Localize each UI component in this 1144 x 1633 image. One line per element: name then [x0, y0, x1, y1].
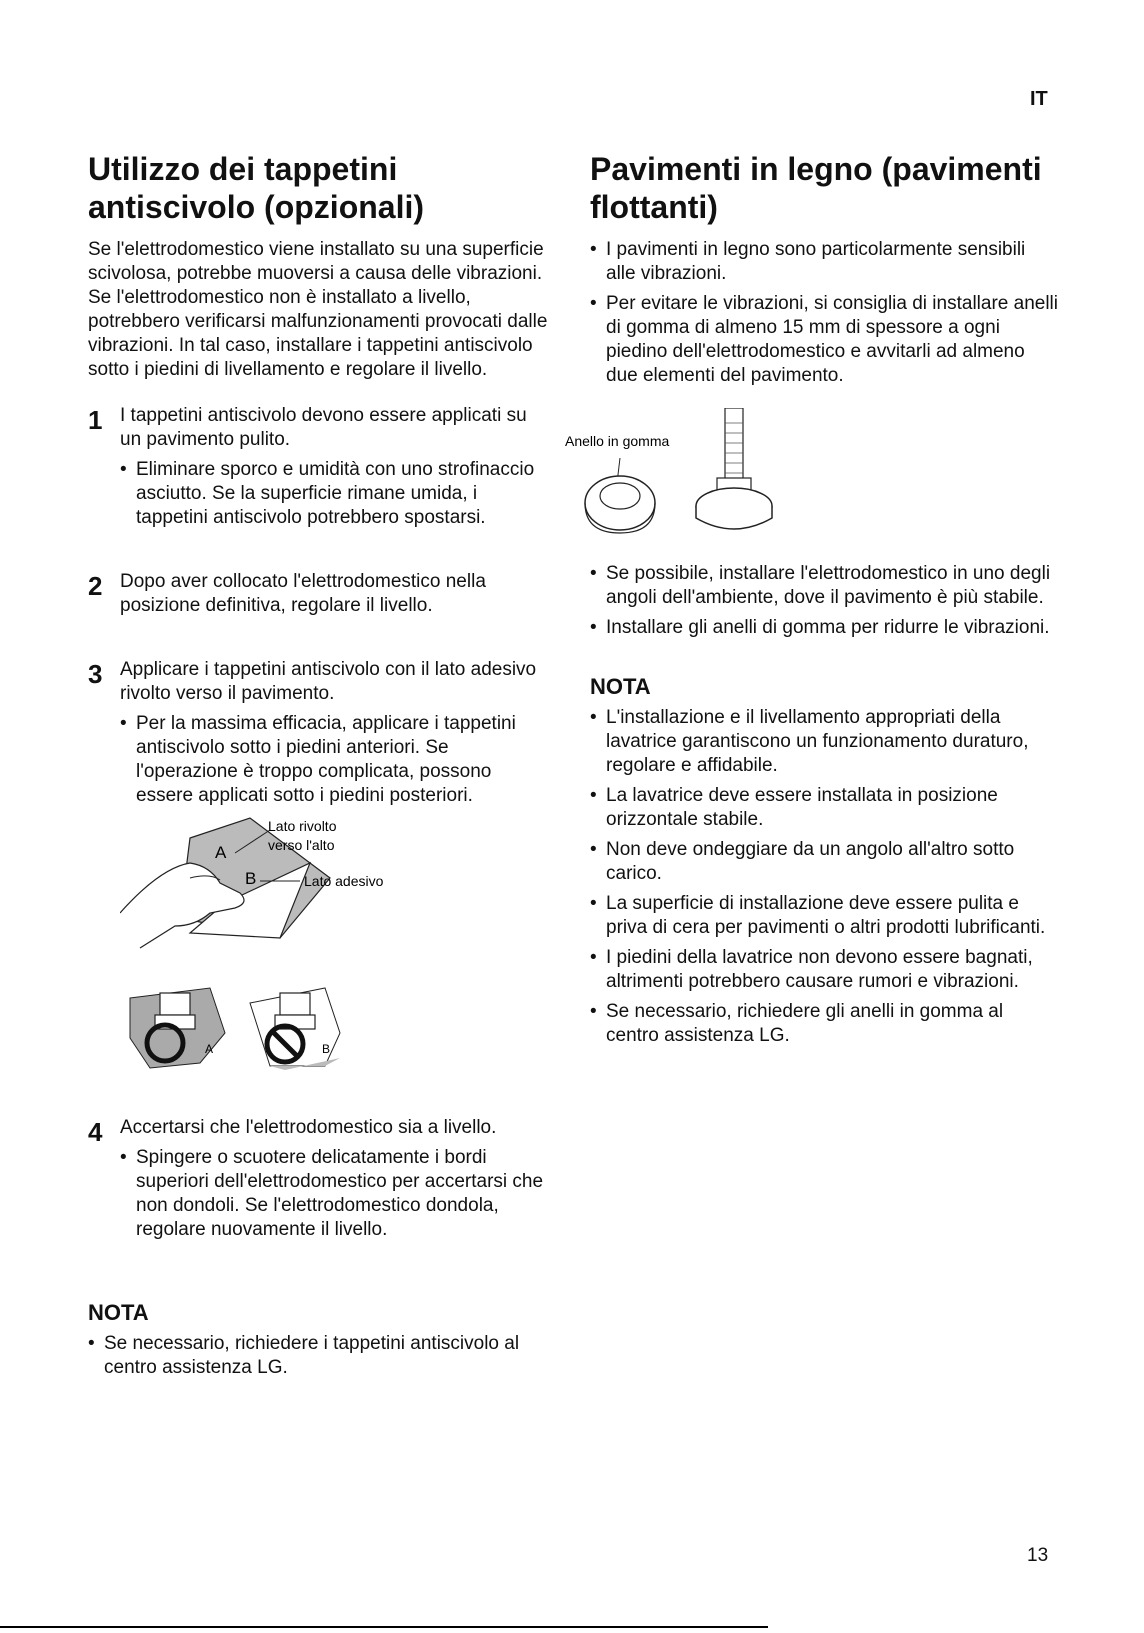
bullet-item: • Se possibile, installare l'elettrodomestico in uno degli angoli dell'ambiente, dove il pavimento è più stabile.: [590, 562, 1060, 610]
bullet-item: • I pavimenti in legno sono particolarmente sensibili alle vibrazioni.: [590, 238, 1060, 286]
bullet-item: • Se necessario, richiedere gli anelli in gomma al centro assistenza LG.: [590, 1000, 1060, 1048]
step-bullets: [120, 712, 553, 808]
right-column: [565, 150, 1060, 1048]
intro-paragraph: Se l'elettrodomestico viene installato su una superficie scivolosa, potrebbe muoversi a causa delle vibrazioni. Se l'elettrodomestico non è installato a livello, potrebbero verificarsi malfunzionamenti provocati dalle vibrazioni. In tal caso, installare i tappetini antiscivolo sotto i piedini di livellamento e regolare il livello.: [88, 239, 548, 380]
step-number: 3: [88, 659, 103, 689]
step-3: [88, 658, 553, 1088]
ring-label: Anello in gomma: [565, 433, 670, 449]
page-number: 13: [1027, 1545, 1049, 1566]
note-box-left: [88, 1300, 553, 1380]
bottom-rule: [0, 1626, 768, 1628]
pad-label-a: A: [215, 843, 227, 862]
bullet-item: • Se necessario, richiedere i tappetini antiscivolo al centro assistenza LG.: [88, 1332, 553, 1380]
pad-label-b: B: [245, 869, 257, 888]
placement-bullets: [590, 562, 1060, 640]
note-box-right: [590, 674, 1060, 1048]
language-tag: IT: [1030, 88, 1048, 110]
step-4: [88, 1116, 553, 1242]
bullet-item: • Per evitare le vibrazioni, si consiglia di installare anelli di gomma di almeno 15 mm di spessore a ogni piedino dell'elettrodomestico e avvitarli ad almeno due elementi del pavimento.: [590, 292, 1060, 388]
note-title: NOTA: [88, 1300, 149, 1325]
step-bullets: [120, 1146, 553, 1242]
step-text: I tappetini antiscivolo devono essere applicati su un pavimento pulito.: [120, 405, 527, 450]
feet-on-pad-illustration: [120, 978, 540, 1088]
step-text: Accertarsi che l'elettrodomestico sia a livello.: [120, 1117, 497, 1138]
pad-label-adhesive: Lato adesivo: [304, 873, 384, 889]
bullet-item: • Non deve ondeggiare da un angolo all'altro sotto carico.: [590, 838, 1060, 886]
wood-floor-bullets: [590, 238, 1060, 388]
bullet-item: • La lavatrice deve essere installata in posizione orizzontale stabile.: [590, 784, 1060, 832]
step-text: Dopo aver collocato l'elettrodomestico nella posizione definitiva, regolare il livello.: [120, 571, 486, 616]
note-bullets: [88, 1332, 553, 1380]
left-column: [88, 150, 553, 1380]
step-text: Applicare i tappetini antiscivolo con il lato adesivo rivolto verso il pavimento.: [120, 659, 537, 704]
pad-label-top-2: verso l'alto: [268, 837, 335, 853]
feet-label-a: A: [205, 1042, 214, 1056]
section-title-wood-floors: Pavimenti in legno (pavimenti flottanti): [590, 151, 1042, 225]
bullet-item: • I piedini della lavatrice non devono essere bagnati, altrimenti potrebbero causare rumori e vibrazioni.: [590, 946, 1060, 994]
antislip-pad-illustration: [120, 808, 540, 958]
step-2: [88, 570, 553, 618]
bullet-item: • Eliminare sporco e umidità con uno strofinaccio asciutto. Se la superficie rimane umida, i tappetini antiscivolo potrebbero spostarsi.: [120, 458, 553, 530]
rubber-ring-illustration: [565, 408, 1005, 548]
bullet-item: • Installare gli anelli di gomma per ridurre le vibrazioni.: [590, 616, 1060, 640]
bullet-item: • Per la massima efficacia, applicare i tappetini antiscivolo sotto i piedini anteriori. Se l'operazione è troppo complicata, possono essere applicati sotto i piedini posteriori.: [120, 712, 553, 808]
bullet-item: • La superficie di installazione deve essere pulita e priva di cera per pavimenti o altri prodotti lubrificanti.: [590, 892, 1060, 940]
step-1: [88, 404, 553, 530]
bullet-item: • Spingere o scuotere delicatamente i bordi superiori dell'elettrodomestico per accertarsi che non dondoli. Se l'elettrodomestico dondola, regolare nuovamente il livello.: [120, 1146, 553, 1242]
step-number: 4: [88, 1117, 103, 1147]
step-bullets: [120, 458, 553, 530]
section-title-antislip: Utilizzo dei tappetini antiscivolo (opzionali): [88, 151, 425, 225]
pad-label-top-1: Lato rivolto: [268, 818, 337, 834]
step-number: 1: [88, 405, 103, 435]
step-number: 2: [88, 571, 103, 601]
note-title: NOTA: [590, 674, 651, 699]
note-bullets: [590, 706, 1060, 1048]
bullet-item: • L'installazione e il livellamento appropriati della lavatrice garantiscono un funzionamento duraturo, regolare e affidabile.: [590, 706, 1060, 778]
feet-label-b: B: [322, 1042, 331, 1056]
